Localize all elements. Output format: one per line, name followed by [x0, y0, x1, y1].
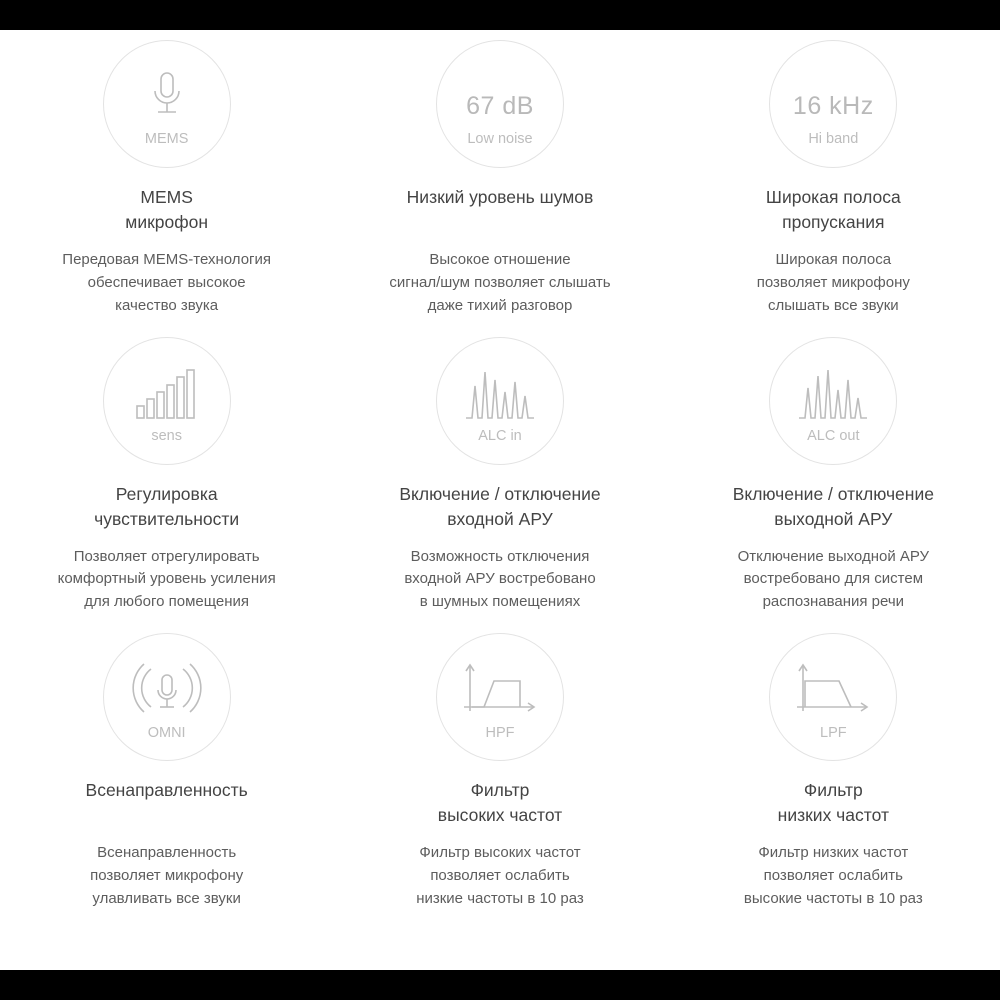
feature-card-alc-out	[667, 337, 1000, 634]
feature-title: Регулировка чувствительности	[94, 483, 240, 529]
feature-card-mems	[0, 40, 333, 337]
feature-sheet	[0, 30, 1000, 970]
circle-caption: Hi band	[808, 131, 859, 148]
feature-description: Высокое отношение сигнал/шум позволяет слышать даже тихий разговор	[389, 251, 611, 314]
alc-in-waveform-icon	[464, 358, 536, 420]
low-noise-icon	[466, 61, 534, 123]
low-pass-filter-icon	[793, 655, 873, 717]
feature-title: Низкий уровень шумов	[406, 187, 594, 207]
omnidirectional-icon	[129, 655, 205, 717]
circle-caption: LPF	[820, 724, 847, 741]
feature-grid	[0, 30, 1000, 930]
circle-caption: HPF	[485, 724, 515, 741]
feature-title: Включение / отключение выходной АРУ	[732, 483, 934, 529]
alc-out-waveform-icon	[797, 358, 869, 420]
hi-band-icon	[793, 61, 874, 123]
feature-icon-circle	[769, 337, 897, 465]
circle-caption: MEMS	[144, 131, 189, 148]
feature-description: Позволяет отрегулировать комфортный уровень усиления для любого помещения	[57, 547, 276, 611]
feature-card-lpf	[667, 633, 1000, 930]
feature-description: Фильтр высоких частот позволяет ослабить низкие частоты в 10 раз	[416, 844, 584, 907]
circle-caption: sens	[151, 427, 182, 444]
feature-icon-circle	[436, 633, 564, 761]
circle-value: 16 kHz	[792, 92, 874, 121]
mems-microphone-icon	[145, 61, 189, 123]
circle-caption: ALC out	[807, 427, 860, 444]
circle-caption: ALC in	[478, 427, 522, 444]
feature-title: Всенаправленность	[85, 780, 248, 801]
feature-card-low-noise	[333, 40, 666, 337]
feature-icon-circle	[436, 40, 564, 168]
feature-description: Возможность отключения входной АРУ востребовано в шумных помещениях	[404, 547, 596, 611]
feature-icon-circle	[103, 40, 231, 168]
feature-icon-circle	[436, 337, 564, 465]
circle-caption: Low noise	[467, 131, 533, 148]
feature-card-alc-in	[333, 337, 666, 634]
feature-description: Широкая полоса позволяет микрофону слышать все звуки	[756, 251, 910, 314]
feature-description: Фильтр низких частот позволяет ослабить высокие частоты в 10 раз	[743, 844, 923, 907]
feature-title: Широкая полоса пропускания	[765, 187, 901, 232]
feature-icon-circle	[103, 633, 231, 761]
feature-card-hi-band	[667, 40, 1000, 337]
circle-value: 67 dB	[466, 92, 534, 121]
feature-description: Передовая MEMS-технология обеспечивает высокое качество звука	[62, 251, 272, 314]
feature-icon-circle	[769, 633, 897, 761]
high-pass-filter-icon	[460, 655, 540, 717]
feature-title: MEMS микрофон	[125, 187, 209, 232]
feature-title: Фильтр низких частот	[777, 780, 889, 826]
feature-icon-circle	[103, 337, 231, 465]
feature-description: Отключение выходной АРУ востребовано для систем распознавания речи	[737, 547, 930, 611]
feature-icon-circle	[769, 40, 897, 168]
feature-card-hpf	[333, 633, 666, 930]
feature-card-omni	[0, 633, 333, 930]
feature-title: Фильтр высоких частот	[437, 780, 563, 826]
feature-title: Включение / отключение входной АРУ	[399, 483, 601, 529]
sensitivity-bars-icon	[135, 358, 199, 420]
feature-card-sensitivity	[0, 337, 333, 634]
circle-caption: OMNI	[147, 724, 186, 741]
feature-description: Всенаправленность позволяет микрофону улавливать все звуки	[90, 844, 244, 907]
